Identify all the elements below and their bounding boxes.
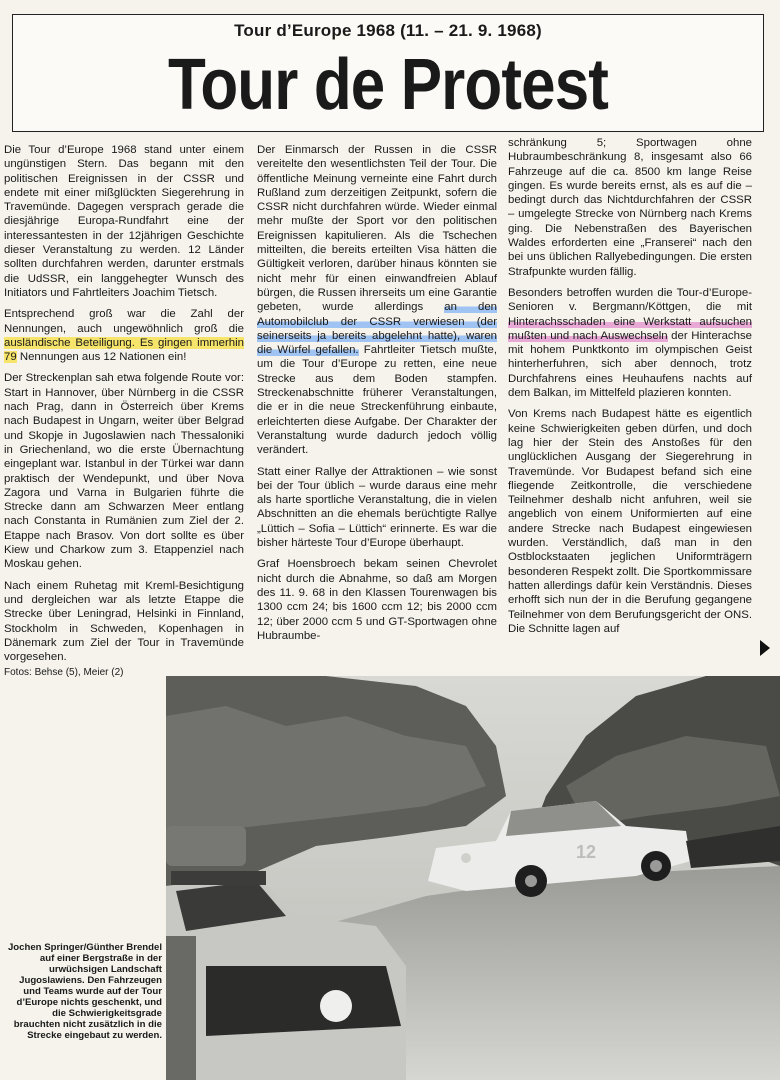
rally-photo [166,676,780,1080]
car-number: 12 [576,842,597,862]
paragraph [4,307,244,364]
highlighted-text: an den Automobilclub der CSSR verwiesen (der seinerseits ja bereits abgelehnt hatte), waren die Würfel gefallen. [257,301,497,357]
kicker: Tour d’Europe 1968 (11. – 21. 9. 1968) [234,21,542,40]
text-run: Entsprechend groß war die Zahl der Nennungen, auch ungewöhnlich groß die [4,308,244,335]
text-column-3 [508,136,752,643]
text-run: Nennungen aus 12 Nationen ein! [16,351,187,364]
highlighted-text: Hinterachsschaden eine Werkstatt aufsuchen mußten und nach Auswechseln [508,315,752,342]
header-box [12,14,764,132]
text-column-2 [257,143,497,650]
text-column-1 [4,143,244,671]
photo-credits: Fotos: Behse (5), Meier (2) [4,667,124,678]
text-run: Besonders betroffen wurden die Tour-d’Europe-Senioren v. Bergmann/Köttgen, die mit [508,286,752,314]
paragraph: Der Streckenplan sah etwa folgende Route vor: Start in Hannover, über Nürnberg in die CSSR nach Prag, dann in Österreich über Krems nach Budapest in Ungarn, weiter über Belgrad und Skopje in Jugoslawien nach Thessaloniki in Griechenland, wo die erste Übernachtung eingeplant war. Istanbul in der Türkei war dann praktisch der Wendepunkt, und über Nova Zagora und Varna in Bulgarien führte die Strecke dann am Schwarzen Meer entlang nach Constanta in Rumänien zum Ziel der 2. Etappe nach Brasov. Von dort sollte es über Kiew und Charkow zum 3. Etappenziel nach Moskau gehen. [4,372,244,571]
paragraph: Die Tour d’Europe 1968 stand unter einem ungünstigen Stern. Das begann mit den politischen Ereignissen in der CSSR und endete mit einer mißglückten Siegerehrung in Travemünde. Dagegen versprach gerade die diesjährige Europa-Rundfahrt eine der interessantesten in der 12jährigen Geschichte dieser Veranstaltung zu werden. 12 Länder sollten durchfahren werden, darunter erstmals die UdSSR, ein langgehegter Wunsch des Initiators und Fahrtleiters Joachim Tietsch. [4,144,244,299]
continue-arrow-icon [760,640,770,656]
paragraph: schränkung 5; Sportwagen ohne Hubraumbeschränkung 8, insgesamt also 66 Fahrzeuge auf die ca. 8500 km lange Reise gingen. Es wurde bereits ernst, als es auf die – bedingt durch das Nichtdurchfahren der CSSR – umgelegte Strecke von Nürnberg nach Krems ging. Die Nebenstraßen des Bayerischen Waldes erforderten eine „Franserei“ nach den bei uns üblichen Rallyebedingungen. Die ersten Strafpunkte wurden fällig. [508,137,752,278]
highlighted-text: ausländische Beteiligung. Es gingen immerhin 79 [4,336,244,364]
text-run: Der Einmarsch der Russen in die CSSR vereitelte den wesentlichsten Teil der Tour. Die öffentliche Meinung verneinte eine Fahrt durch Rußland zum derzeitigen Zeitpunkt, sofern die CSSR nicht durchfahren würde. Wieder einmal mehr mußte der Sport vor den politischen Ereignissen kapitulieren. Als die Tschechen mitteilten, die bereits erteilten Visa hätten die Gültigkeit verloren, darüber hinaus könnten sie nicht mehr für einen einwandfreien Ablauf bürgen, die Russen ihrerseits um eine Garantie gebeten, wurde allerdings [257,144,497,314]
paragraph: Graf Hoensbroech bekam seinen Chevrolet nicht durch die Abnahme, so daß am Morgen des 11. 9. 68 in den Klassen Tourenwagen bis 1300 ccm 24; bis 1600 ccm 12; bis 2000 ccm 12; über 2000 ccm 5 und GT-Sportwagen ohne Hubraumbe- [257,558,497,642]
paragraph [508,286,752,400]
rally-photo-image [166,676,780,1080]
text-run: der Hinterachse mit hohem Punktkonto im olympischen Geist hinterherfuhren, sich aber dennoch, trotz Durchfahrens eines Heuhaufens nachts auf dem Balkan, im Mittelfeld plazieren konnten. [508,329,752,400]
paragraph: Von Krems nach Budapest hätte es eigentlich keine Schwierigkeiten geben dürfen, und doch lag hier der Stein des Anstoßes für den unglücklichen Ausgang der Siegerehrung in Travemünde. Vor Budapest befand sich eine fliegende Zeitkontrolle, die verschiedene Teilnehmer deshalb nicht anfuhren, weil sie angeblich von einem Uniformierten auf eine andere Strecke nach Budapest eingewiesen wurden. Verständlich, daß man in den Ostblockstaaten jeglichen Uniformträgern besonderen Respekt zollt. Die Sportkommissare hatten allerdings dafür kein Verständnis. Dieses erhofft sich nun der in die Berufung gegangene Teilnehmer von dem Berufungsgericht der ONS. Die Schnitte lagen auf [508,408,752,635]
paragraph: Nach einem Ruhetag mit Kreml-Besichtigung und dergleichen war als letzte Etappe die Strecke über Leningrad, Helsinki in Finnland, Stockholm in Schweden, Kopenhagen in Dänemark zum Ziel der Tour in Travemünde vorgesehen. [4,579,244,664]
photo-caption: Jochen Springer/Günther Brendel auf einer Bergstraße in der urwüchsigen Landschaft Jugoslawiens. Den Fahrzeugen und Teams wurde auf der Tour d’Europe nichts geschenkt, und die Schwierigkeitsgrade brauchten nicht zusätzlich in die Strecke eingebaut zu werden. [7,942,162,1041]
paragraph: Statt einer Rallye der Attraktionen – wie sonst bei der Tour üblich – wurde daraus eine mehr als harte sportliche Veranstaltung, die in vielen Abschnitten an die ehemals berüchtigte Rallye „Lüttich – Sofia – Lüttich“ erinnerte. Es war die bisher härteste Tour d’Europe überhaupt. [257,465,497,550]
headline: Tour de Protest [167,45,609,125]
paragraph [257,143,497,458]
text-run: Fahrtleiter Tietsch mußte, um die Tour d’Europe zu retten, eine neue Strecke aus dem Boden stampfen. Streckenabschnitte früherer Veranstaltungen, die er in die neue Streckenführung einbaute, erleichterten diese Aufgabe. Der Charakter der Veranstaltung wurde dadurch jedoch völlig verändert. [257,344,497,457]
